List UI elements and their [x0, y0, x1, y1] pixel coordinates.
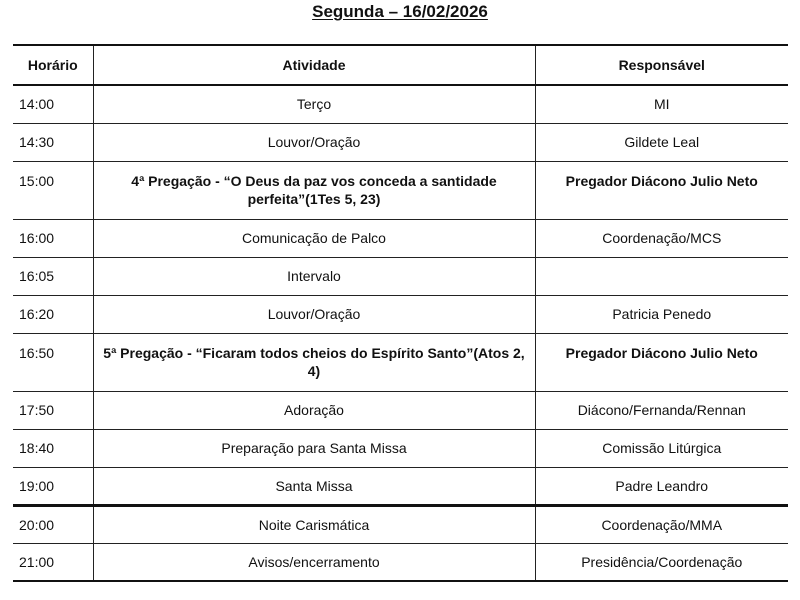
- table-row: [13, 161, 788, 219]
- row-activity: 4ª Pregação - “O Deus da paz vos conceda a santidade perfeita”(1Tes 5, 23): [93, 161, 535, 219]
- row-responsible: Gildete Leal: [535, 123, 788, 161]
- table-row: [13, 85, 788, 123]
- table-row: [13, 257, 788, 295]
- row-responsible: Diácono/Fernanda/Rennan: [535, 391, 788, 429]
- schedule-table: [13, 44, 788, 582]
- row-activity: Avisos/encerramento: [93, 543, 535, 581]
- row-time: 21:00: [13, 543, 93, 581]
- table-row: [13, 391, 788, 429]
- row-activity: Terço: [93, 85, 535, 123]
- row-responsible: MI: [535, 85, 788, 123]
- table-row: [13, 295, 788, 333]
- row-activity: Adoração: [93, 391, 535, 429]
- row-activity: Comunicação de Palco: [93, 219, 535, 257]
- row-responsible: Padre Leandro: [535, 467, 788, 505]
- row-time: 18:40: [13, 429, 93, 467]
- row-time: 17:50: [13, 391, 93, 429]
- row-activity: Intervalo: [93, 257, 535, 295]
- row-time: 14:00: [13, 85, 93, 123]
- row-responsible: Presidência/Coordenação: [535, 543, 788, 581]
- table-header-row: [13, 45, 788, 85]
- row-time: 14:30: [13, 123, 93, 161]
- row-time: 19:00: [13, 467, 93, 505]
- row-activity: Louvor/Oração: [93, 123, 535, 161]
- table-row: [13, 429, 788, 467]
- row-responsible: [535, 257, 788, 295]
- header-responsible: Responsável: [535, 45, 788, 85]
- table-row: [13, 333, 788, 391]
- page-title: Segunda – 16/02/2026: [312, 2, 488, 21]
- table-row: [13, 543, 788, 581]
- row-responsible: Coordenação/MMA: [535, 505, 788, 543]
- row-responsible: Pregador Diácono Julio Neto: [535, 161, 788, 219]
- row-activity: Santa Missa: [93, 467, 535, 505]
- row-time: 16:20: [13, 295, 93, 333]
- header-activity: Atividade: [93, 45, 535, 85]
- row-time: 20:00: [13, 505, 93, 543]
- row-activity: Noite Carismática: [93, 505, 535, 543]
- row-time: 16:05: [13, 257, 93, 295]
- row-activity: 5ª Pregação - “Ficaram todos cheios do Espírito Santo”(Atos 2, 4): [93, 333, 535, 391]
- table-row: [13, 467, 788, 505]
- row-time: 15:00: [13, 161, 93, 219]
- row-responsible: Pregador Diácono Julio Neto: [535, 333, 788, 391]
- row-time: 16:00: [13, 219, 93, 257]
- row-responsible: Patricia Penedo: [535, 295, 788, 333]
- row-responsible: Comissão Litúrgica: [535, 429, 788, 467]
- table-row: [13, 219, 788, 257]
- row-activity: Preparação para Santa Missa: [93, 429, 535, 467]
- row-time: 16:50: [13, 333, 93, 391]
- table-row: [13, 505, 788, 543]
- header-time: Horário: [13, 45, 93, 85]
- table-row: [13, 123, 788, 161]
- row-activity: Louvor/Oração: [93, 295, 535, 333]
- row-responsible: Coordenação/MCS: [535, 219, 788, 257]
